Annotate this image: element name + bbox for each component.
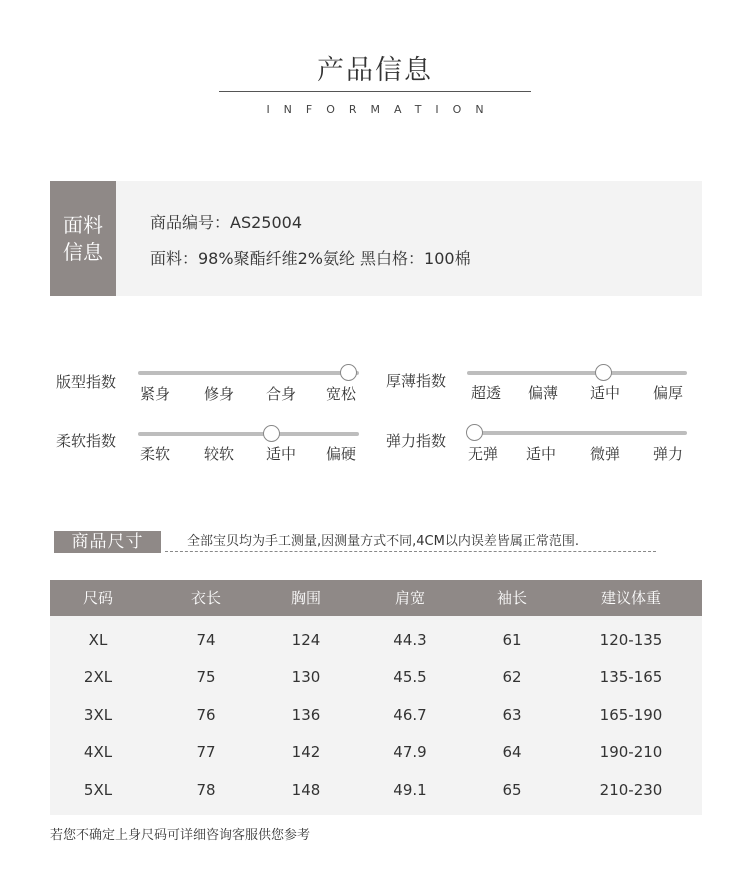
fabric-info-tag [50,181,116,296]
size-table-cell: 78 [196,781,216,799]
product-code: 商品编号：AS25004 [150,213,303,232]
index-option: 紧身 [139,385,171,403]
size-table-cell: 65 [502,781,522,799]
size-table-cell: 45.5 [393,668,427,686]
size-table-cell: 165-190 [599,706,663,724]
fabric-info-panel [50,181,702,296]
index-option: 微弹 [589,445,621,463]
index-track [138,371,359,375]
dashed-divider [165,551,656,552]
size-table-cell: 44.3 [393,631,427,649]
index-label: 版型指数 [56,373,117,391]
size-table-cell: 142 [291,743,321,761]
size-table-cell: 74 [196,631,216,649]
page-subtitle: INFORMATION [266,103,498,116]
size-table-cell: 77 [196,743,216,761]
index-option: 偏厚 [652,384,684,402]
size-table-cell: 210-230 [599,781,663,799]
size-table [50,580,702,815]
size-table-cell: 120-135 [599,631,663,649]
size-table-cell: 124 [291,631,321,649]
size-table-cell: 76 [196,706,216,724]
size-table-cell: 148 [291,781,321,799]
index-option: 弹力 [652,445,684,463]
size-table-cell: 135-165 [599,668,663,686]
index-option: 偏薄 [527,384,559,402]
size-table-cell: 61 [502,631,522,649]
index-option: 修身 [203,385,235,403]
size-table-cell: 47.9 [393,743,427,761]
index-option: 柔软 [139,445,171,463]
size-table-cell: 75 [196,668,216,686]
index-option: 无弹 [467,445,499,463]
index-option: 宽松 [325,385,357,403]
index-option: 适中 [525,445,557,463]
index-option: 适中 [589,384,621,402]
index-track [467,431,687,435]
size-table-cell: 2XL [83,668,113,686]
index-knob [263,425,280,442]
index-option: 较软 [203,445,235,463]
size-table-column-header: 肩宽 [394,589,426,607]
material-composition: 面料：98%聚酯纤维2%氨纶 黑白格：100棉 [150,249,471,268]
size-table-column-header: 袖长 [496,589,528,607]
index-option: 适中 [265,445,297,463]
size-table-cell: 63 [502,706,522,724]
size-table-cell: 4XL [83,743,113,761]
index-knob [340,364,357,381]
size-table-cell: 49.1 [393,781,427,799]
size-table-column-header: 尺码 [82,589,114,607]
index-knob [595,364,612,381]
size-table-cell: 62 [502,668,522,686]
size-table-cell: 136 [291,706,321,724]
size-table-column-header: 衣长 [190,589,222,607]
page-title: 产品信息 [317,55,433,86]
size-table-header [50,580,702,616]
fabric-tag-line-1: 面料 [63,212,103,237]
size-table-cell: 3XL [83,706,113,724]
index-option: 超透 [470,384,502,402]
index-track [467,371,687,375]
index-track [138,432,359,436]
fabric-tag-line-2: 信息 [63,239,103,264]
size-table-cell: 130 [291,668,321,686]
size-table-cell: 5XL [83,781,113,799]
index-label: 弹力指数 [386,432,447,450]
index-knob [466,424,483,441]
index-option: 合身 [265,385,297,403]
measurement-note: 全部宝贝均为手工测量,因测量方式不同,4CM以内误差皆属正常范围. [187,534,579,549]
size-section-tag: 商品尺寸 [54,531,161,553]
size-table-cell: 46.7 [393,706,427,724]
size-table-cell: XL [88,631,108,649]
size-table-column-header: 建议体重 [600,589,662,607]
index-label: 柔软指数 [56,432,117,450]
footer-note: 若您不确定上身尺码可详细咨询客服供您参考 [50,828,311,843]
title-divider [219,91,531,92]
size-table-column-header: 胸围 [290,589,322,607]
size-table-cell: 190-210 [599,743,663,761]
index-label: 厚薄指数 [386,372,447,390]
size-table-cell: 64 [502,743,522,761]
index-option: 偏硬 [325,445,357,463]
